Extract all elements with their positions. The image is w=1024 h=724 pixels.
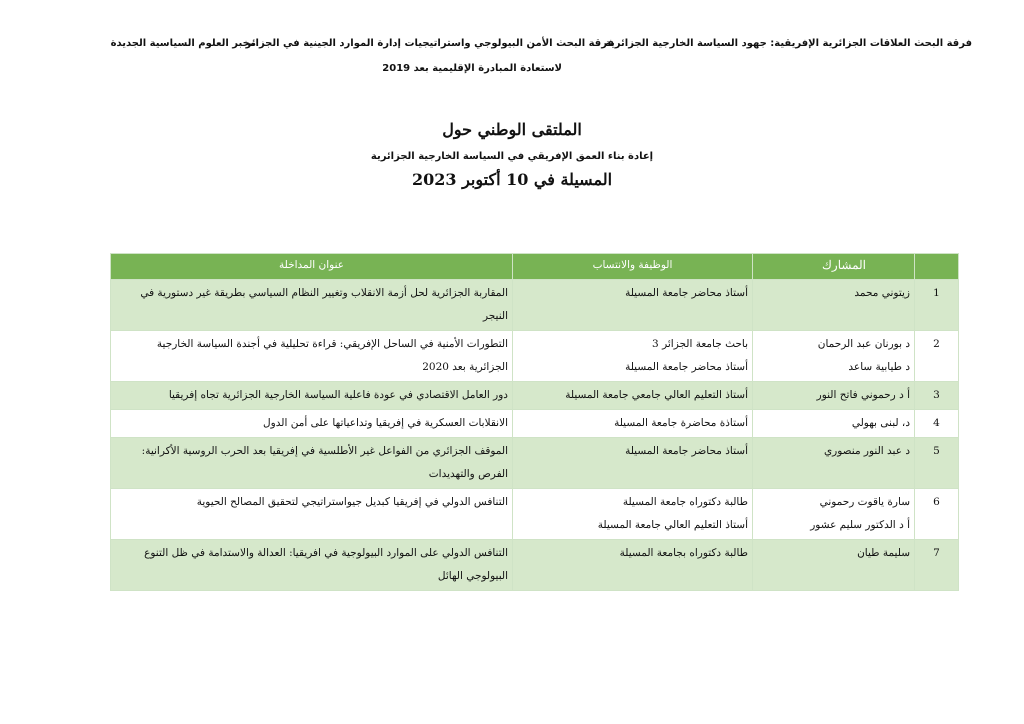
- header-research-team-biosecurity: فرقة البحث الأمن البيولوجي واستراتيجيات إدارة الموارد الجينية في الجزائر: [245, 38, 614, 49]
- position-affiliation: طالبة دكتوراه بجامعة المسيلة: [619, 547, 748, 559]
- position-cell: [513, 280, 753, 331]
- participant-name: سارة ياقوت رحموني: [819, 496, 910, 508]
- row-number: 7: [915, 540, 959, 591]
- participant-name: زيتوني محمد: [854, 287, 910, 299]
- participant-name: أ د رحموني فاتح النور: [816, 389, 910, 401]
- table-row: [111, 489, 959, 540]
- header-number-cell: [915, 254, 959, 280]
- topic-cell: دور العامل الاقتصادي في عودة فاعلية السياسة الخارجية الجزائرية تجاه إفريقيا: [111, 382, 513, 410]
- participant-name: د عبد النور منصوري: [823, 445, 910, 457]
- participant-cell: [753, 489, 915, 540]
- page-title: الملتقى الوطني حول: [442, 120, 582, 139]
- page-theme: إعادة بناء العمق الإفريقي في السياسة الخارجية الجزائرية: [370, 151, 654, 162]
- topic-cell: الموقف الجزائري من الفواعل غير الأطلسية في إفريقيا بعد الحرب الروسية الأكرانية: الفرص والتهديدات: [111, 438, 513, 489]
- header-participant: المشارك: [753, 254, 915, 280]
- participant-name: د طيابية ساعد: [848, 361, 910, 373]
- row-number: 6: [915, 489, 959, 540]
- position-affiliation: باحث جامعة الجزائر 3: [652, 338, 748, 350]
- row-number: 5: [915, 438, 959, 489]
- topic-cell: التنافس الدولي في إفريقيا كبديل جيواستراتيجي لتحقيق المصالح الحيوية: [111, 489, 513, 540]
- position-cell: [513, 410, 753, 438]
- row-number: 1: [915, 280, 959, 331]
- position-cell: [513, 540, 753, 591]
- position-cell: [513, 438, 753, 489]
- table-row: [111, 331, 959, 382]
- participant-cell: [753, 331, 915, 382]
- participant-name: د بورنان عبد الرحمان: [817, 338, 910, 350]
- participant-cell: [753, 540, 915, 591]
- position-affiliation: أستاذ محاضر جامعة المسيلة: [625, 445, 748, 457]
- table-row: [111, 280, 959, 331]
- position-affiliation: أستاذ التعليم العالي جامعة المسيلة: [597, 519, 748, 531]
- participant-name: سليمة طيان: [857, 547, 910, 559]
- participant-cell: [753, 438, 915, 489]
- row-number: 2: [915, 331, 959, 382]
- page-date-location: المسيلة في 10 أكتوبر 2023: [411, 170, 613, 189]
- table-row: [111, 540, 959, 591]
- header-laboratory: مخبر العلوم السياسية الجديدة: [110, 38, 256, 49]
- position-affiliation: أستاذ محاضر جامعة المسيلة: [625, 361, 748, 373]
- participant-cell: [753, 280, 915, 331]
- header-research-team-relations: فرقة البحث العلاقات الجزائرية الإفريقية: جهود السياسة الخارجية الجزائرية: [604, 38, 972, 49]
- position-cell: [513, 489, 753, 540]
- table-row: [111, 382, 959, 410]
- position-cell: [513, 382, 753, 410]
- position-affiliation: أستاذة محاضرة جامعة المسيلة: [614, 417, 748, 429]
- participant-name: د، لبنى بهولي: [851, 417, 910, 429]
- position-affiliation: أستاذ التعليم العالي جامعي جامعة المسيلة: [565, 389, 748, 401]
- topic-cell: التطورات الأمنية في الساحل الإفريقي: قراءة تحليلية في أجندة السياسة الخارجية الجزائرية بعد 2020: [111, 331, 513, 382]
- topic-cell: الانقلابات العسكرية في إفريقيا وتداعياتها على أمن الدول: [111, 410, 513, 438]
- topic-cell: المقاربة الجزائرية لحل أزمة الانقلاب وتغيير النظام السياسي بطريقة غير دستورية في النيجر: [111, 280, 513, 331]
- topic-cell: التنافس الدولي على الموارد البيولوجية في افريقيا: العدالة والاستدامة في ظل التنوع البيولوجي الهائل: [111, 540, 513, 591]
- table-header-row: [111, 254, 959, 280]
- participants-table: [110, 253, 959, 591]
- position-affiliation: طالبة دكتوراه جامعة المسيلة: [622, 496, 748, 508]
- header-topic: عنوان المداخلة: [111, 254, 513, 280]
- row-number: 4: [915, 410, 959, 438]
- participant-name: أ د الدكتور سليم عشور: [810, 519, 910, 531]
- participant-cell: [753, 410, 915, 438]
- position-affiliation: أستاذ محاضر جامعة المسيلة: [625, 287, 748, 299]
- header-subtitle: لاستعادة المبادرة الإقليمية بعد 2019: [382, 63, 562, 74]
- position-cell: [513, 331, 753, 382]
- header-position: الوظيفة والانتساب: [513, 254, 753, 280]
- row-number: 3: [915, 382, 959, 410]
- participant-cell: [753, 382, 915, 410]
- table-body: [111, 280, 959, 591]
- table-row: [111, 410, 959, 438]
- table-row: [111, 438, 959, 489]
